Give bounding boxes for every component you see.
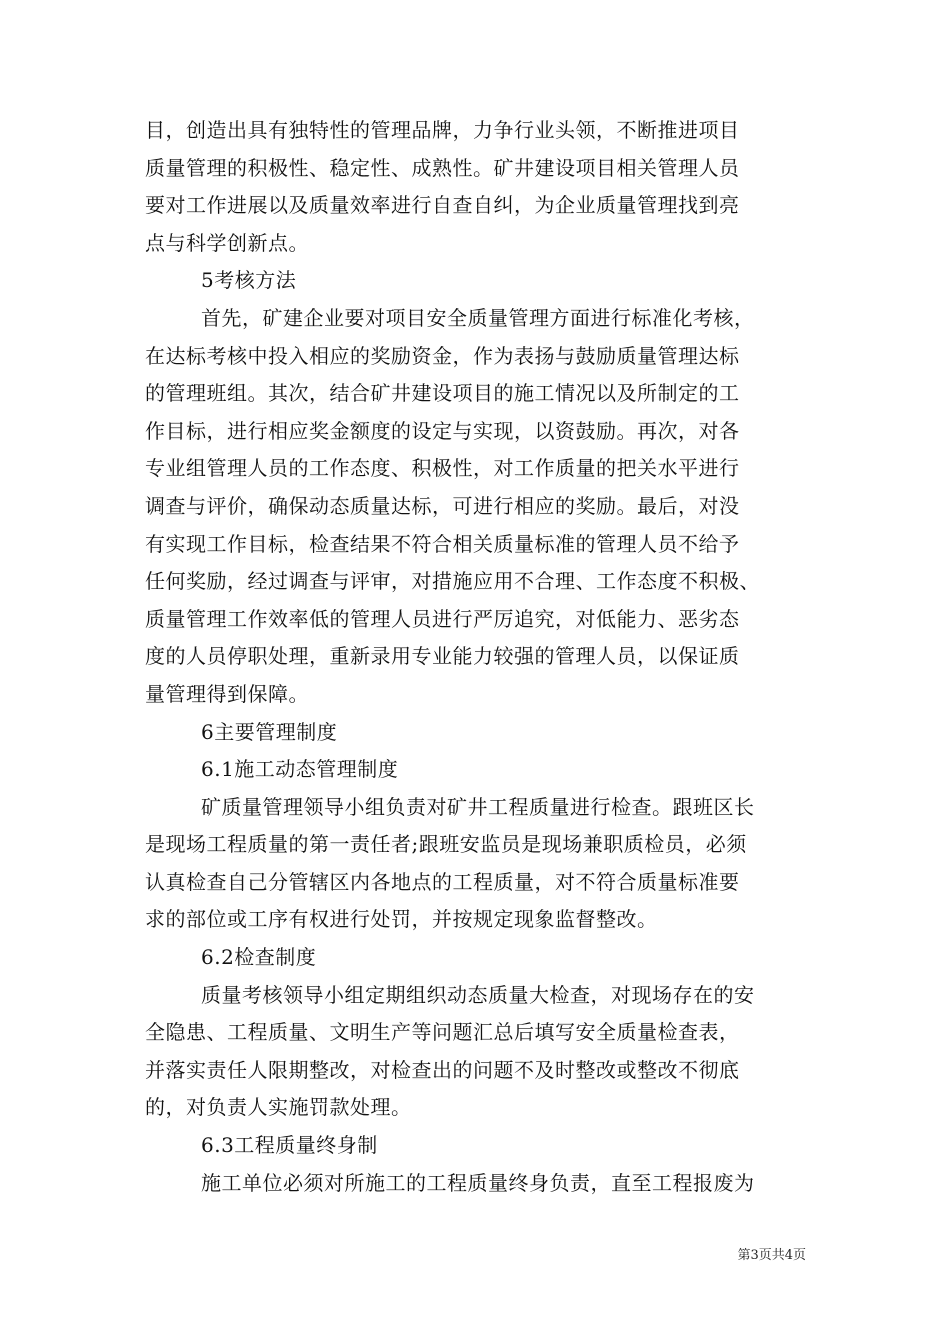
body-text-line: 6.2检查制度 <box>201 945 317 970</box>
body-text-line: 点与科学创新点。 <box>145 230 309 255</box>
body-text-line: 6.1施工动态管理制度 <box>201 757 399 782</box>
body-text-line: 5考核方法 <box>201 268 297 293</box>
body-text-line: 6主要管理制度 <box>201 719 338 744</box>
body-text-line: 全隐患、工程质量、文明生产等问题汇总后填写安全质量检查表， <box>145 1020 740 1045</box>
body-text-line: 的管理班组。其次，结合矿井建设项目的施工情况以及所制定的工 <box>145 381 740 406</box>
body-text-line: 量管理得到保障。 <box>145 681 309 706</box>
body-text-line: 在达标考核中投入相应的奖励资金，作为表扬与鼓励质量管理达标 <box>145 343 740 368</box>
body-text-line: 质量考核领导小组定期组织动态质量大检查，对现场存在的安 <box>201 982 755 1007</box>
body-text-line: 质量管理工作效率低的管理人员进行严厉追究，对低能力、恶劣态 <box>145 606 740 631</box>
body-text-line: 有实现工作目标，检查结果不符合相关质量标准的管理人员不给予 <box>145 531 740 556</box>
body-text-line: 求的部位或工序有权进行处罚，并按规定现象监督整改。 <box>145 907 658 932</box>
body-text-line: 并落实责任人限期整改，对检查出的问题不及时整改或整改不彻底 <box>145 1057 740 1082</box>
body-text-line: 专业组管理人员的工作态度、积极性，对工作质量的把关水平进行 <box>145 456 740 481</box>
body-text-line: 调查与评价，确保动态质量达标，可进行相应的奖励。最后，对没 <box>145 493 740 518</box>
document-body <box>145 112 817 1202</box>
body-text-line: 任何奖励，经过调查与评审，对措施应用不合理、工作态度不积极、 <box>145 569 760 594</box>
body-text-line: 目，创造出具有独特性的管理品牌，力争行业头领，不断推进项目 <box>145 118 740 142</box>
body-text-line: 施工单位必须对所施工的工程质量终身负责，直至工程报废为 <box>201 1170 755 1195</box>
body-text-line: 矿质量管理领导小组负责对矿井工程质量进行检查。跟班区长 <box>201 794 755 819</box>
body-text-line: 认真检查自己分管辖区内各地点的工程质量，对不符合质量标准要 <box>145 869 740 894</box>
body-text-line: 的，对负责人实施罚款处理。 <box>145 1095 412 1120</box>
body-text-line: 质量管理的积极性、稳定性、成熟性。矿井建设项目相关管理人员 <box>145 155 740 180</box>
body-text-line: 度的人员停职处理，重新录用专业能力较强的管理人员，以保证质 <box>145 644 740 669</box>
body-text-line: 作目标，进行相应奖金额度的设定与实现，以资鼓励。再次，对各 <box>145 418 740 443</box>
body-text-line: 要对工作进展以及质量效率进行自查自纠，为企业质量管理找到亮 <box>145 193 740 218</box>
page-number-footer: 第3页共4页 <box>737 1248 806 1263</box>
body-text-line: 首先，矿建企业要对项目安全质量管理方面进行标准化考核， <box>201 305 755 330</box>
body-text-line: 6.3工程质量终身制 <box>201 1133 378 1158</box>
body-text-line: 是现场工程质量的第一责任者;跟班安监员是现场兼职质检员，必须 <box>145 832 747 857</box>
